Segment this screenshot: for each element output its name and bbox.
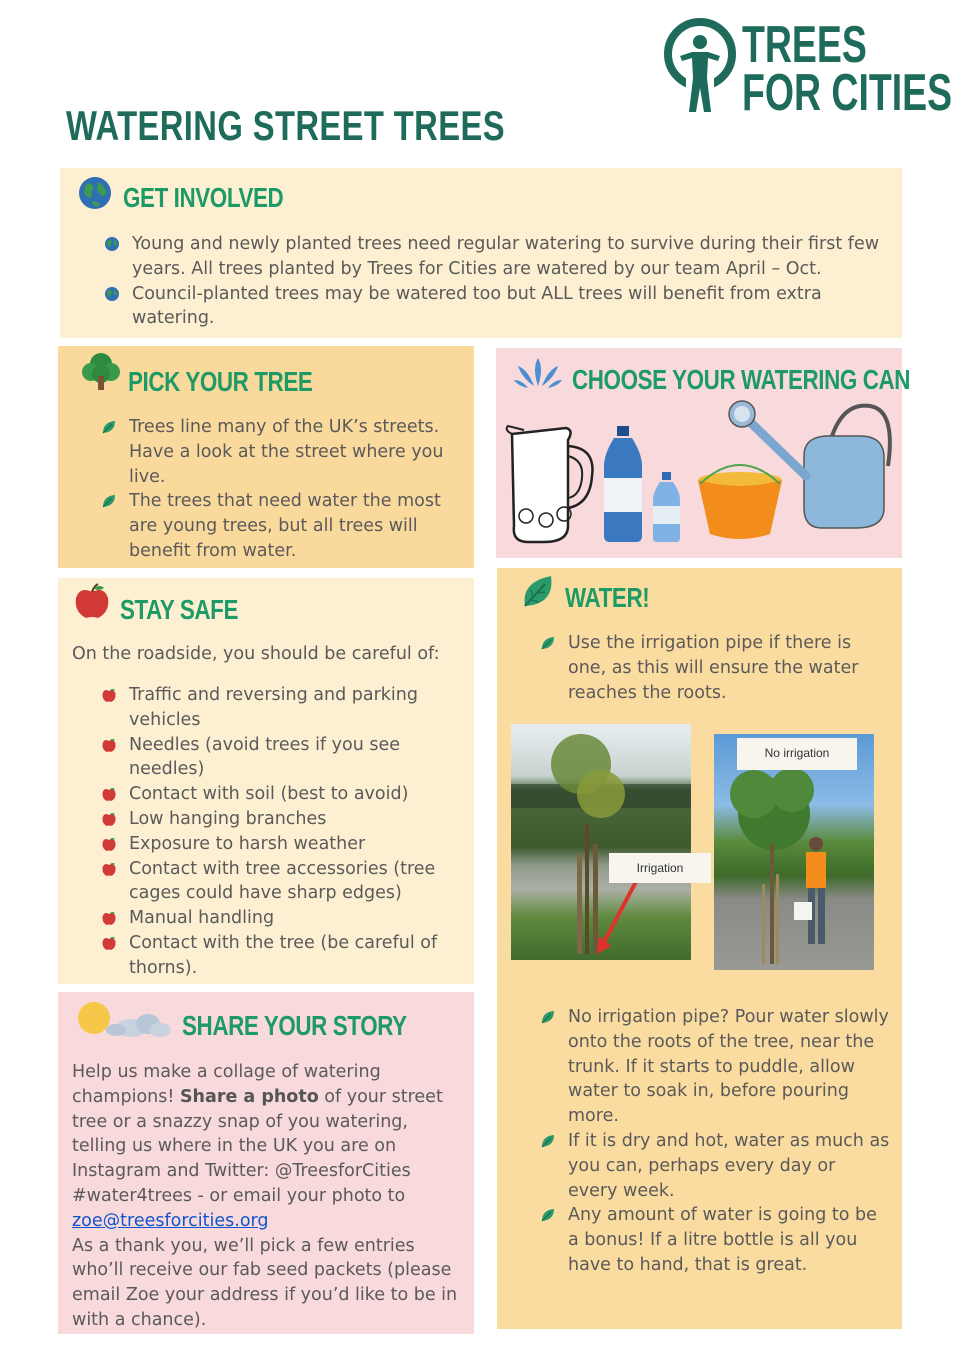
apple-bullet-icon: [101, 687, 117, 703]
pick-tree-list: [129, 415, 465, 564]
share-story-body: Help us make a collage of watering champions! Share a photo of your street tree or a snazzy snap of you watering, telling us where in the UK you are on Instagram and Twitter: @TreesforCities #water4trees - or email your photo to zoe@treesforcities.org As a thank you, we’ll pick a few entries who’ll receive our fab seed packets (please email Zoe your address if you’d like to be in with a chance).: [72, 1062, 458, 1330]
globe-bullet-icon: [104, 286, 120, 302]
list-item: Contact with soil (best to avoid): [129, 782, 465, 807]
email-link[interactable]: zoe@treesforcities.org: [72, 1210, 269, 1231]
apple-bullet-icon: [101, 811, 117, 827]
watering-can-title: CHOOSE YOUR WATERING CAN: [572, 364, 911, 395]
no-irrigation-label: No irrigation: [737, 738, 857, 770]
list-item: Trees line many of the UK’s streets. Have a look at the street where you live.: [129, 415, 465, 489]
leaf-bullet-icon: [101, 419, 117, 435]
apple-bullet-icon: [101, 861, 117, 877]
list-item: Contact with the tree (be careful of thorns).: [129, 931, 465, 981]
leaf-bullet-icon: [101, 493, 117, 509]
get-involved-panel: [60, 168, 902, 338]
water-list-bottom: [568, 1005, 890, 1278]
list-item: Manual handling: [129, 906, 465, 931]
globe-icon: [78, 176, 112, 210]
apple-bullet-icon: [101, 737, 117, 753]
globe-bullet-icon: [104, 236, 120, 252]
water-title: WATER!: [565, 582, 650, 613]
jug-icon: [507, 426, 593, 542]
logo: [662, 16, 952, 120]
pick-tree-panel: [58, 346, 474, 568]
leaf-bullet-icon: [540, 635, 556, 651]
stay-safe-panel: [58, 578, 474, 984]
stay-safe-list: [129, 683, 465, 981]
leaf-bullet-icon: [540, 1207, 556, 1223]
share-photo-emphasis: Share a photo: [179, 1086, 319, 1107]
logo-tree-person-icon: [662, 16, 738, 116]
list-item: No irrigation pipe? Pour water slowly onto the roots of the tree, near the trunk. If it starts to puddle, allow water to soak in, before pouring more.: [568, 1005, 890, 1129]
water-panel: [497, 568, 902, 1329]
large-water-bottle-icon: [604, 426, 642, 542]
list-item: Young and newly planted trees need regular watering to survive during their first few years. All trees planted by Trees for Cities are watered by our team April – Oct.: [132, 232, 892, 282]
list-item: Low hanging branches: [129, 807, 465, 832]
share-story-panel: [58, 992, 474, 1334]
irrigation-photo: [511, 724, 691, 960]
irrigation-label: Irrigation: [609, 853, 711, 883]
list-item: Needles (avoid trees if you see needles): [129, 733, 465, 783]
list-item: Any amount of water is going to be a bonus! If a litre bottle is all you have to hand, that is great.: [568, 1203, 890, 1277]
irrigation-scene: [511, 724, 691, 960]
list-item: The trees that need water the most are young trees, but all trees will benefit from water.: [129, 489, 465, 563]
water-list-top: [568, 631, 888, 705]
watering-can-panel: [496, 348, 911, 558]
water-splash-icon: [514, 356, 562, 390]
bucket-icon: [698, 465, 782, 539]
list-item: Exposure to harsh weather: [129, 832, 465, 857]
page-title: WATERING STREET TREES: [66, 102, 505, 149]
stay-safe-title: STAY SAFE: [120, 594, 238, 625]
leaf-bullet-icon: [540, 1133, 556, 1149]
get-involved-title: GET INVOLVED: [123, 182, 284, 213]
list-item: Council-planted trees may be watered too but ALL trees will benefit from extra watering.: [132, 282, 892, 332]
tree-icon: [80, 350, 122, 392]
sun-cloud-icon: [76, 998, 172, 1040]
apple-bullet-icon: [101, 836, 117, 852]
pick-tree-title: PICK YOUR TREE: [128, 366, 313, 397]
watering-containers-illustration: [504, 396, 896, 548]
share-story-title: SHARE YOUR STORY: [182, 1010, 407, 1041]
small-water-bottle-icon: [653, 472, 680, 542]
leaf-icon: [521, 574, 555, 610]
apple-bullet-icon: [101, 935, 117, 951]
stay-safe-intro: On the roadside, you should be careful of:: [72, 644, 440, 664]
logo-text-line2: FOR CITIES: [742, 64, 953, 122]
get-involved-list: [132, 232, 892, 331]
apple-bullet-icon: [101, 786, 117, 802]
apple-icon: [72, 582, 112, 620]
logo-text-line1: TREES: [742, 16, 867, 74]
apple-bullet-icon: [101, 910, 117, 926]
list-item: Traffic and reversing and parking vehicles: [129, 683, 465, 733]
list-item: Use the irrigation pipe if there is one, as this will ensure the water reaches the roots.: [568, 631, 888, 705]
leaf-bullet-icon: [540, 1009, 556, 1025]
list-item: If it is dry and hot, water as much as you can, perhaps every day or every week.: [568, 1129, 890, 1203]
list-item: Contact with tree accessories (tree cages could have sharp edges): [129, 857, 465, 907]
